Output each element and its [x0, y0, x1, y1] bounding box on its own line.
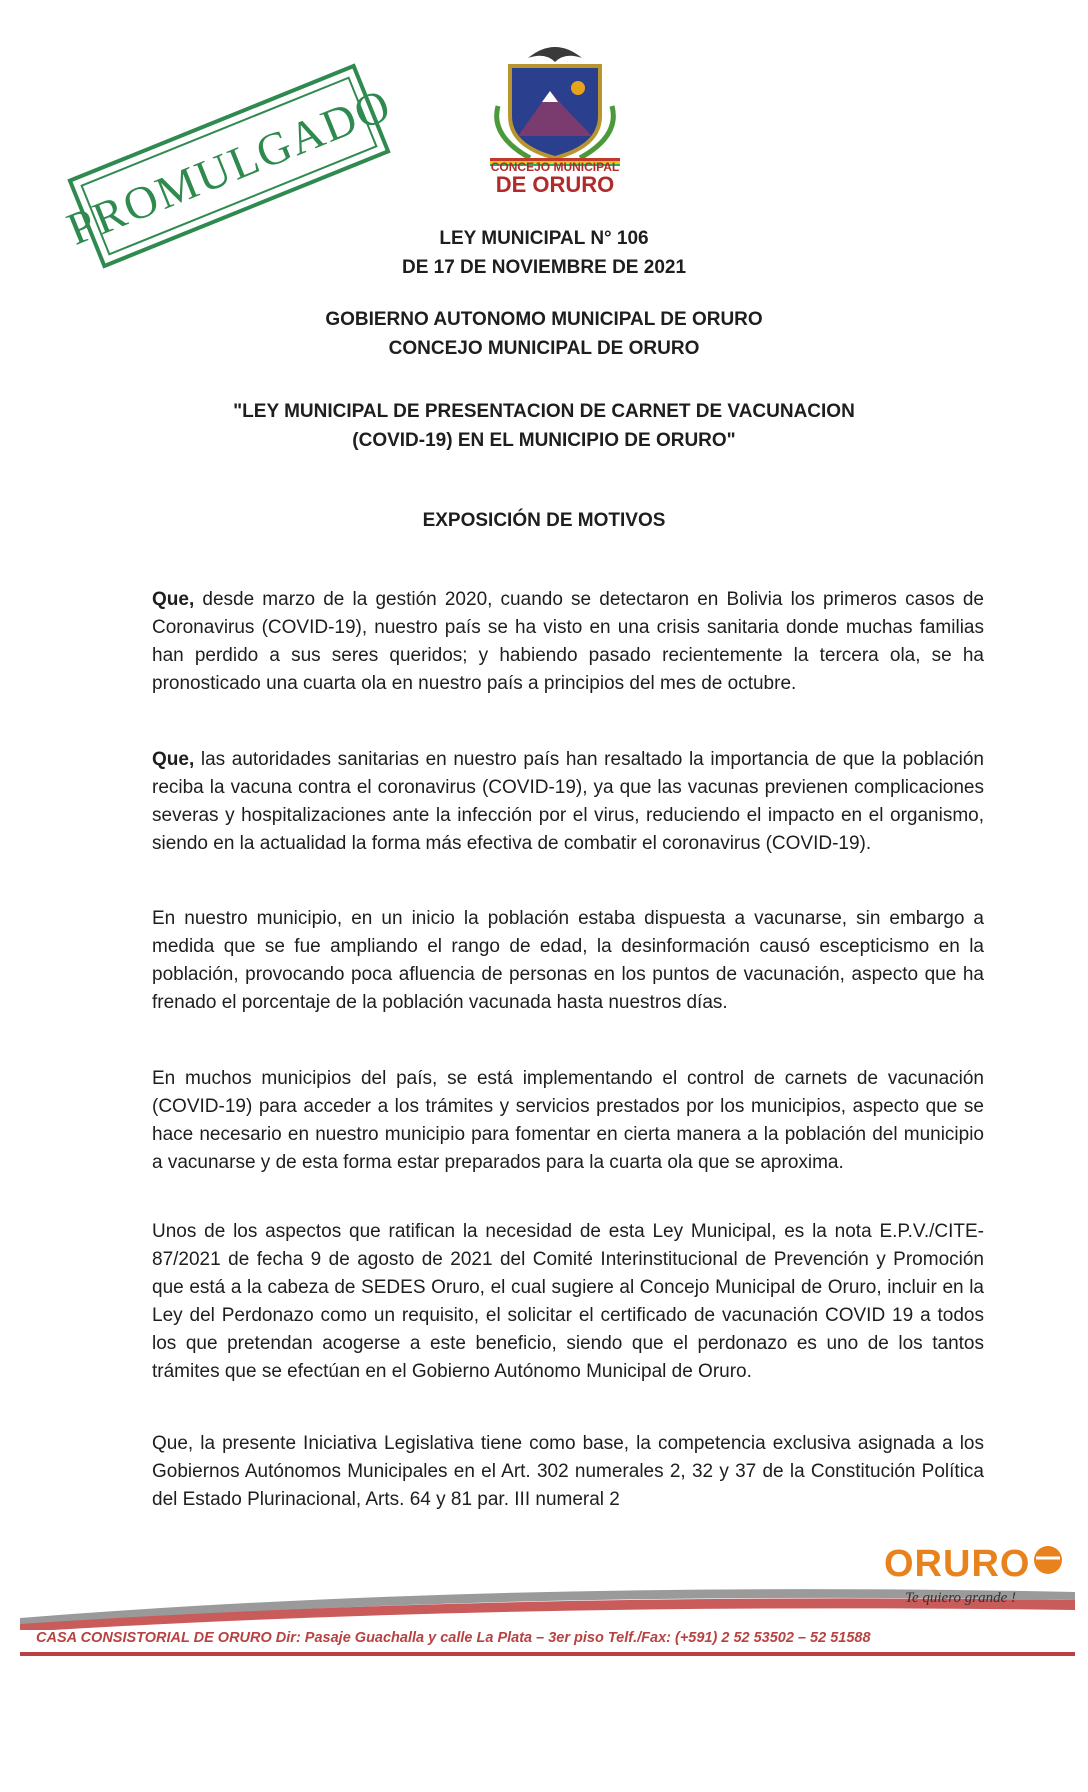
council-name: CONCEJO MUNICIPAL DE ORURO	[388, 338, 700, 359]
government-name: GOBIERNO AUTONOMO MUNICIPAL DE ORURO	[325, 309, 763, 330]
law-title	[0, 397, 1088, 455]
oruro-brand-logo: ORURO	[884, 1543, 1031, 1585]
paragraph-text: las autoridades sanitarias en nuestro país han resaltado la importancia de que la población reciba la vacuna contra el coronavirus (COVID-19), ya que las vacunas previenen complicaciones severas y hospitalizaciones ante la infección por el virus, reduciendo el impacto en el organismo, siendo en la actualidad la forma más efectiva de combatir el coronavirus (COVID-19).	[152, 749, 984, 854]
paragraph-text: desde marzo de la gestión 2020, cuando se detectaron en Bolivia los primeros casos de Coronavirus (COVID-19), nuestro país se ha visto en una crisis sanitaria donde muchas familias han perdido a sus seres queridos; y habiendo pasado recientemente la tercera ola, se ha pronosticado una cuarta ola en nuestro país a principios del mes de octubre.	[152, 589, 984, 694]
law-date: DE 17 DE NOVIEMBRE DE 2021	[401, 257, 687, 278]
paragraph-text: En muchos municipios del país, se está implementando el control de carnets de vacunación (COVID-19) para acceder a los trámites y servicios prestados por los municipios, aspecto que se hace necesario en nuestro municipio para fomentar en cierta manera a la población del municipio a vacunarse y de esta forma estar preparados para la cuarta ola que se aproxima.	[152, 1068, 984, 1173]
stamp-text: PROMULGADO	[59, 77, 399, 255]
paragraph-text: Que, la presente Iniciativa Legislativa tiene como base, la competencia exclusiva asignada a los Gobiernos Autónomos Municipales en el Art. 302 numerales 2, 32 y 37 de la Constitución Política del Estado Plurinacional, Arts. 64 y 81 par. III numeral 2	[152, 1433, 984, 1510]
paragraph-3	[152, 905, 984, 1017]
law-heading	[0, 224, 1088, 282]
paragraph-lead: Que,	[152, 589, 195, 610]
law-title-line-2: (COVID-19) EN EL MUNICIPIO DE ORURO"	[352, 430, 736, 451]
logo-line-1: CONCEJO MUNICIPAL	[490, 160, 620, 174]
emblem-icon	[470, 36, 640, 166]
paragraph-5	[152, 1218, 984, 1386]
paragraph-1	[152, 586, 984, 698]
section-heading: EXPOSICIÓN DE MOTIVOS	[422, 510, 666, 531]
footer-address: CASA CONSISTORIAL DE ORURO Dir: Pasaje Guachalla y calle La Plata – 3er piso Telf./Fax: (+591) 2 52 53502 – 52 51588	[36, 1630, 871, 1646]
paragraph-4	[152, 1065, 984, 1177]
paragraph-lead: Que,	[152, 749, 195, 770]
law-title-line-1: "LEY MUNICIPAL DE PRESENTACION DE CARNET DE VACUNACION	[233, 401, 855, 422]
paragraph-2	[152, 746, 984, 858]
paragraph-text: Unos de los aspectos que ratifican la necesidad de esta Ley Municipal, es la nota E.P.V./CITE-87/2021 de fecha 9 de agosto de 2021 del Comité Interinstitucional de Prevención y Promoción que está a la cabeza de SEDES Oruro, el cual sugiere al Concejo Municipal de Oruro, incluir en la Ley del Perdonazo como un requisito, el solicitar el certificado de vacunación COVID 19 a todos los que pretendan acogerse a este beneficio, siendo que el perdonazo es uno de los tantos trámites que se efectúan en el Gobierno Autónomo Municipal de Oruro.	[152, 1221, 984, 1382]
paragraph-6	[152, 1430, 984, 1514]
law-number: LEY MUNICIPAL N° 106	[439, 228, 649, 249]
logo-line-2: DE ORURO	[495, 172, 615, 197]
brand-tagline: Te quiero grande !	[905, 1590, 1016, 1606]
paragraph-text: En nuestro municipio, en un inicio la población estaba dispuesta a vacunarse, sin embargo a medida que se fue ampliando el rango de edad, la desinformación causó escepticismo en la población, provocando poca afluencia de personas en los puntos de vacunación, aspecto que ha frenado el porcentaje de la población vacunada hasta nuestros días.	[152, 908, 984, 1013]
issuer-heading	[0, 305, 1088, 363]
